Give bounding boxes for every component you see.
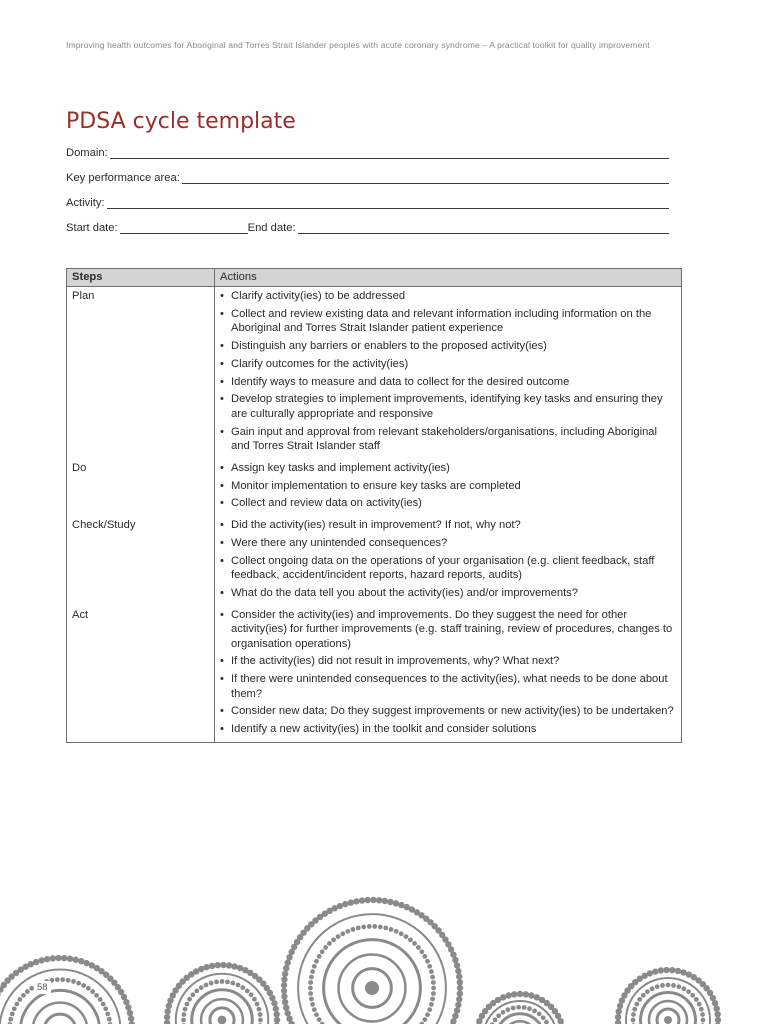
art-mark [310, 969, 315, 974]
table-row [67, 516, 682, 606]
art-mark [187, 997, 192, 1002]
art-mark [431, 991, 436, 996]
art-mark [408, 937, 413, 942]
art-mark [690, 993, 695, 998]
art-mark [645, 989, 650, 994]
art-mark [281, 988, 287, 994]
art-mark [312, 1007, 317, 1012]
art-mark [342, 901, 348, 907]
art-mark [372, 924, 377, 929]
actions-cell [215, 516, 682, 606]
art-mark [340, 931, 345, 936]
art-mark [522, 1005, 527, 1010]
art-mark [361, 925, 366, 930]
art-mark [422, 954, 427, 959]
art-mark [71, 979, 76, 984]
art-mark [511, 1006, 516, 1011]
art-mark [94, 993, 99, 998]
art-mark [658, 967, 664, 973]
art-mark [86, 986, 91, 991]
art-mark [283, 1005, 289, 1011]
art-mark [252, 997, 257, 1002]
art-mark [220, 979, 225, 984]
art-mark [537, 1012, 542, 1017]
art-mark [631, 1018, 636, 1023]
art-mark [336, 934, 341, 939]
art-mark [164, 1008, 170, 1014]
art-mark [203, 964, 209, 970]
action-item: • Identify a new activity(ies) in the toolkit and consider solutions [220, 722, 676, 736]
art-mark [128, 1015, 134, 1021]
art-mark [185, 1002, 190, 1007]
art-mark [72, 957, 78, 963]
art-mark [429, 1002, 434, 1007]
art-mark [457, 990, 463, 996]
step-cell: Plan [67, 287, 215, 459]
art-mark [500, 994, 506, 1000]
art-mark [274, 1017, 280, 1023]
art-mark [452, 957, 458, 963]
art-mark [427, 964, 432, 969]
art-mark [240, 985, 245, 990]
art-mark [365, 981, 379, 995]
art-mark [456, 973, 462, 979]
art-mark [25, 989, 30, 994]
art-mark [204, 983, 209, 988]
table-row [67, 287, 682, 459]
art-mark [258, 1018, 263, 1023]
art-mark [44, 1014, 76, 1024]
art-mark [209, 981, 214, 986]
art-mark [457, 985, 463, 991]
art-mark [544, 1020, 549, 1024]
art-mark [199, 985, 204, 990]
art-mark [431, 986, 436, 991]
table-row [67, 606, 682, 743]
art-mark [181, 1012, 186, 1017]
art-mark [225, 979, 230, 984]
art-mark [327, 941, 332, 946]
end-date-blank-line[interactable] [298, 222, 669, 234]
art-mark [353, 898, 359, 904]
art-mark [393, 900, 399, 906]
art-mark [60, 977, 65, 982]
actions-cell [215, 606, 682, 743]
step-cell: Check/Study [67, 516, 215, 606]
art-mark [694, 997, 699, 1002]
art-mark [125, 1004, 131, 1010]
art-mark [191, 992, 196, 997]
art-mark [309, 997, 314, 1002]
art-mark [669, 967, 675, 973]
art-mark [454, 962, 460, 968]
art-mark [412, 941, 417, 946]
activity-label: Activity: [66, 197, 105, 209]
art-mark [419, 949, 424, 954]
art-mark [345, 929, 350, 934]
art-mark [422, 1017, 427, 1022]
art-mark [209, 963, 215, 969]
action-item: • Consider the activity(ies) and improvements. Do they suggest the need for other activity(ies) for further improvements (e.g. staff training, review of procedures, changes to organisation operations) [220, 608, 676, 651]
kpa-field[interactable] [66, 168, 669, 184]
art-mark [67, 955, 73, 961]
step-cell: Act [67, 606, 215, 743]
art-mark [90, 989, 95, 994]
art-mark [359, 897, 365, 903]
art-mark [647, 970, 653, 976]
art-mark [715, 1017, 721, 1023]
art-mark [255, 1002, 260, 1007]
actions-header: Actions [215, 269, 682, 287]
dates-field[interactable] [66, 218, 669, 234]
art-mark [215, 962, 221, 968]
action-item: • Assign key tasks and implement activity(ies) [220, 461, 676, 475]
art-mark [10, 1012, 15, 1017]
action-item: • Gain input and approval from relevant stakeholders/organisations, including Aboriginal and Torres Strait Islander staff [220, 425, 676, 454]
art-mark [365, 897, 371, 903]
art-mark [273, 1006, 279, 1012]
action-item: • Clarify activity(ies) to be addressed [220, 289, 676, 303]
art-mark [425, 959, 430, 964]
art-mark [714, 1005, 720, 1011]
art-mark [98, 997, 103, 1002]
action-item: • If the activity(ies) did not result in improvements, why? What next? [220, 654, 676, 668]
art-mark [666, 983, 671, 988]
art-mark [664, 1016, 672, 1024]
art-mark [367, 924, 372, 929]
art-mark [431, 980, 436, 985]
art-mark [33, 959, 39, 965]
art-mark [394, 929, 399, 934]
activity-blank-line[interactable] [107, 197, 669, 209]
table-row [67, 459, 682, 516]
decorative-dot-art [0, 870, 770, 1024]
pdsa-table [66, 268, 682, 743]
art-mark [282, 971, 288, 977]
art-mark [455, 968, 461, 974]
art-mark [12, 1006, 17, 1011]
art-mark [632, 1007, 637, 1012]
kpa-label: Key performance area: [66, 172, 180, 184]
art-mark [8, 1017, 13, 1022]
art-mark [631, 1012, 636, 1017]
art-mark [55, 955, 61, 961]
running-head: Improving health outcomes for Aboriginal and Torres Strait Islander peoples with acute coronary syndrome – A practical toolkit for quality improvement [66, 40, 650, 50]
art-mark [429, 969, 434, 974]
art-mark [699, 1007, 704, 1012]
action-item: • Clarify outcomes for the activity(ies) [220, 357, 676, 371]
art-mark [274, 1011, 280, 1017]
table-body [67, 287, 682, 743]
art-mark [281, 976, 287, 982]
art-mark [236, 983, 241, 988]
art-mark [0, 970, 120, 1024]
art-mark [616, 1008, 622, 1014]
art-mark [700, 1012, 705, 1017]
art-mark [650, 986, 655, 991]
action-item: • What do the data tell you about the activity(ies) and/or improvements? [220, 586, 676, 600]
art-mark [456, 996, 462, 1002]
art-mark [427, 1007, 432, 1012]
art-mark [387, 899, 393, 905]
art-mark [455, 1002, 461, 1008]
art-mark [281, 982, 287, 988]
art-mark [181, 1018, 186, 1023]
art-mark [281, 993, 287, 999]
action-item: • Collect and review data on activity(ies) [220, 496, 676, 510]
art-mark [676, 984, 681, 989]
art-mark [675, 968, 681, 974]
art-mark [81, 983, 86, 988]
art-mark [107, 1017, 112, 1022]
art-mark [541, 1015, 546, 1020]
art-mark [383, 926, 388, 931]
art-mark [331, 937, 336, 942]
actions-cell [215, 459, 682, 516]
art-mark [103, 1006, 108, 1011]
art-mark [245, 989, 250, 994]
action-item: • Monitor implementation to ensure key tasks are completed [220, 479, 676, 493]
art-mark [527, 1006, 532, 1011]
art-mark [249, 992, 254, 997]
art-mark [231, 963, 237, 969]
art-mark [308, 986, 313, 991]
art-mark [257, 1007, 262, 1012]
action-item: • Did the activity(ies) result in improvement? If not, why not? [220, 518, 676, 532]
art-mark [681, 986, 686, 991]
art-mark [309, 975, 314, 980]
start-date-blank-line[interactable] [120, 222, 248, 234]
art-mark [505, 992, 511, 998]
art-mark [356, 926, 361, 931]
page-number: 58 [34, 981, 51, 994]
art-mark [312, 964, 317, 969]
table-header-row [67, 269, 682, 287]
art-mark [351, 927, 356, 932]
art-mark [430, 997, 435, 1002]
art-mark [686, 989, 691, 994]
art-mark [218, 1016, 227, 1024]
art-mark [323, 945, 328, 950]
art-mark [226, 962, 232, 968]
art-mark [712, 1000, 718, 1006]
art-mark [505, 1007, 510, 1012]
art-mark [523, 991, 529, 997]
actions-list [220, 289, 676, 453]
art-mark [501, 1010, 506, 1015]
art-mark [404, 934, 409, 939]
page-title: PDSA cycle template [66, 109, 296, 134]
actions-list [220, 518, 676, 600]
art-mark [308, 991, 313, 996]
art-mark [697, 1002, 702, 1007]
art-mark [317, 954, 322, 959]
art-mark [230, 981, 235, 986]
action-item: • Identify ways to measure and data to collect for the desired outcome [220, 375, 676, 389]
art-mark [663, 967, 669, 973]
art-mark [637, 997, 642, 1002]
art-mark [258, 1012, 263, 1017]
art-mark [101, 1002, 106, 1007]
action-item: • If there were unintended consequences to the activity(ies), what needs to be done about them? [220, 672, 676, 701]
art-mark [21, 993, 26, 998]
activity-field[interactable] [66, 193, 669, 209]
art-mark [655, 984, 660, 989]
art-mark [314, 959, 319, 964]
art-mark [20, 990, 99, 1024]
art-mark [389, 927, 394, 932]
art-mark [14, 1002, 19, 1007]
art-mark [416, 945, 421, 950]
art-mark [220, 962, 226, 968]
start-date-label: Start date: [66, 222, 118, 234]
art-mark [348, 899, 354, 905]
art-mark [127, 1010, 133, 1016]
art-mark [399, 931, 404, 936]
art-mark [76, 981, 81, 986]
art-mark [378, 925, 383, 930]
art-mark [641, 993, 646, 998]
art-mark [376, 897, 382, 903]
action-item: • Consider new data; Do they suggest improvements or new activity(ies) to be undertaken? [220, 704, 676, 718]
art-mark [66, 978, 71, 983]
art-mark [714, 1011, 720, 1017]
art-mark [164, 1014, 170, 1020]
art-mark [50, 955, 56, 961]
art-mark [271, 1000, 277, 1006]
actions-cell [215, 287, 682, 459]
art-mark [314, 1012, 319, 1017]
art-mark [701, 1018, 706, 1023]
art-mark [532, 1008, 537, 1013]
art-mark [517, 991, 523, 997]
end-date-label: End date: [247, 222, 296, 234]
art-mark [282, 999, 288, 1005]
art-mark [370, 897, 376, 903]
actions-list [220, 608, 676, 737]
action-item: • Distinguish any barriers or enablers to the proposed activity(ies) [220, 339, 676, 353]
art-mark [17, 997, 22, 1002]
step-cell: Do [67, 459, 215, 516]
art-mark [511, 991, 517, 997]
art-mark [283, 965, 289, 971]
domain-blank-line[interactable] [110, 147, 669, 159]
art-mark [317, 1017, 322, 1022]
art-mark [425, 1012, 430, 1017]
art-mark [214, 979, 219, 984]
action-item: • Were there any unintended consequences? [220, 536, 676, 550]
art-mark [496, 1013, 501, 1018]
art-mark [38, 957, 44, 963]
art-mark [660, 983, 665, 988]
art-mark [493, 1017, 498, 1022]
art-mark [652, 968, 658, 974]
art-mark [615, 1014, 621, 1020]
art-mark [183, 1007, 188, 1012]
art-mark [44, 956, 50, 962]
art-mark [430, 975, 435, 980]
art-mark [320, 949, 325, 954]
steps-header: Steps [67, 269, 215, 287]
art-mark [382, 898, 388, 904]
art-mark [61, 955, 67, 961]
action-item: • Collect and review existing data and relevant information including information on the Aboriginal and Torres Strait Islander patient experience [220, 307, 676, 336]
art-mark [55, 977, 60, 982]
action-item: • Develop strategies to implement improvements, identifying key tasks and ensuring they are culturally appropriate and responsive [220, 392, 676, 421]
actions-list [220, 461, 676, 511]
art-mark [634, 1002, 639, 1007]
action-item: • Collect ongoing data on the operations of your organisation (e.g. client feedback, staff feedback, accident/incident reports, hazard reports, audits) [220, 554, 676, 583]
art-mark [285, 1010, 291, 1016]
art-mark [194, 989, 199, 994]
domain-label: Domain: [66, 147, 108, 159]
art-mark [105, 1012, 110, 1017]
art-mark [310, 1002, 315, 1007]
art-mark [528, 992, 534, 998]
art-mark [454, 1007, 460, 1013]
art-mark [308, 980, 313, 985]
art-mark [457, 979, 463, 985]
kpa-blank-line[interactable] [182, 172, 669, 184]
art-mark [671, 983, 676, 988]
domain-field[interactable] [66, 143, 669, 159]
art-mark [516, 1005, 521, 1010]
